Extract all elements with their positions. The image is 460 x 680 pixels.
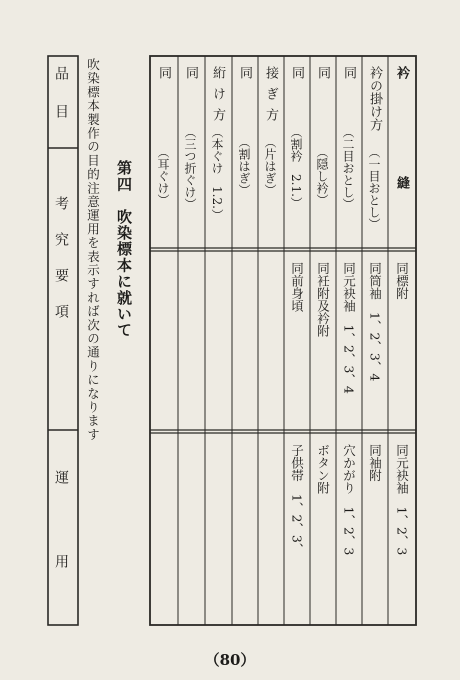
main-col-cell2: 同元袂袖 1、2、3、4 <box>341 262 357 394</box>
main-col-cell2: 同衽附及衿附 <box>315 262 331 337</box>
main-col-label: 接ぎ方 <box>263 66 278 129</box>
main-col-sub: （割はぎ） <box>237 136 251 196</box>
left-table-header-points: 考究要項 <box>53 196 69 340</box>
main-col-label: 同 <box>183 66 198 79</box>
main-col-label: 同 <box>237 66 252 79</box>
main-col-label: 同 <box>156 66 171 79</box>
main-col-label: 同 <box>315 66 330 79</box>
main-col-sub: （本ぐけ 1.2.） <box>210 126 224 221</box>
main-col-label: 絎け方 <box>210 66 225 129</box>
left-table-header-usage: 運用 <box>53 470 69 638</box>
intro-text: 吹染標本製作の目的注意運用を表示すれば次の通りになります <box>85 58 101 442</box>
main-col-sub: （三つ折ぐけ） <box>183 126 197 210</box>
page-number: （80） <box>204 651 256 669</box>
main-col-label: 同 <box>341 66 356 79</box>
main-col-label: 同 <box>289 66 304 79</box>
main-col-sub: （割衿 2.1.） <box>289 126 303 209</box>
main-col-sub: 縫 <box>394 176 409 189</box>
main-col-cell3: ボタン附 <box>315 444 331 494</box>
main-col-cell3: 同袖附 <box>367 444 383 482</box>
main-col-sub: （隠し衿） <box>315 146 329 206</box>
main-col-sub: （片はぎ） <box>263 136 277 196</box>
main-col-cell3: 同元袂袖 1、2、3 <box>394 444 410 556</box>
main-col-sub: （二目おとし） <box>341 126 355 210</box>
main-col-sub: （耳ぐけ） <box>156 146 170 206</box>
main-col-cell3: 子供帯 1、2、3、 <box>289 444 305 556</box>
main-col-label: 衿 <box>394 66 409 79</box>
main-col-cell2: 同標附 <box>394 262 410 300</box>
main-col-cell2: 同前身頃 <box>289 262 305 312</box>
left-table-header-item: 品目 <box>53 66 69 142</box>
main-col-sub: （一目おとし） <box>367 146 381 230</box>
main-col-cell2: 同筒袖 1、2、3、4 <box>367 262 383 382</box>
section-heading: 第四 吹染標本に就いて <box>115 160 133 339</box>
main-col-cell3: 穴かがり 1、2、3 <box>341 444 357 556</box>
main-col-label: 衿の掛け方 <box>367 66 382 131</box>
